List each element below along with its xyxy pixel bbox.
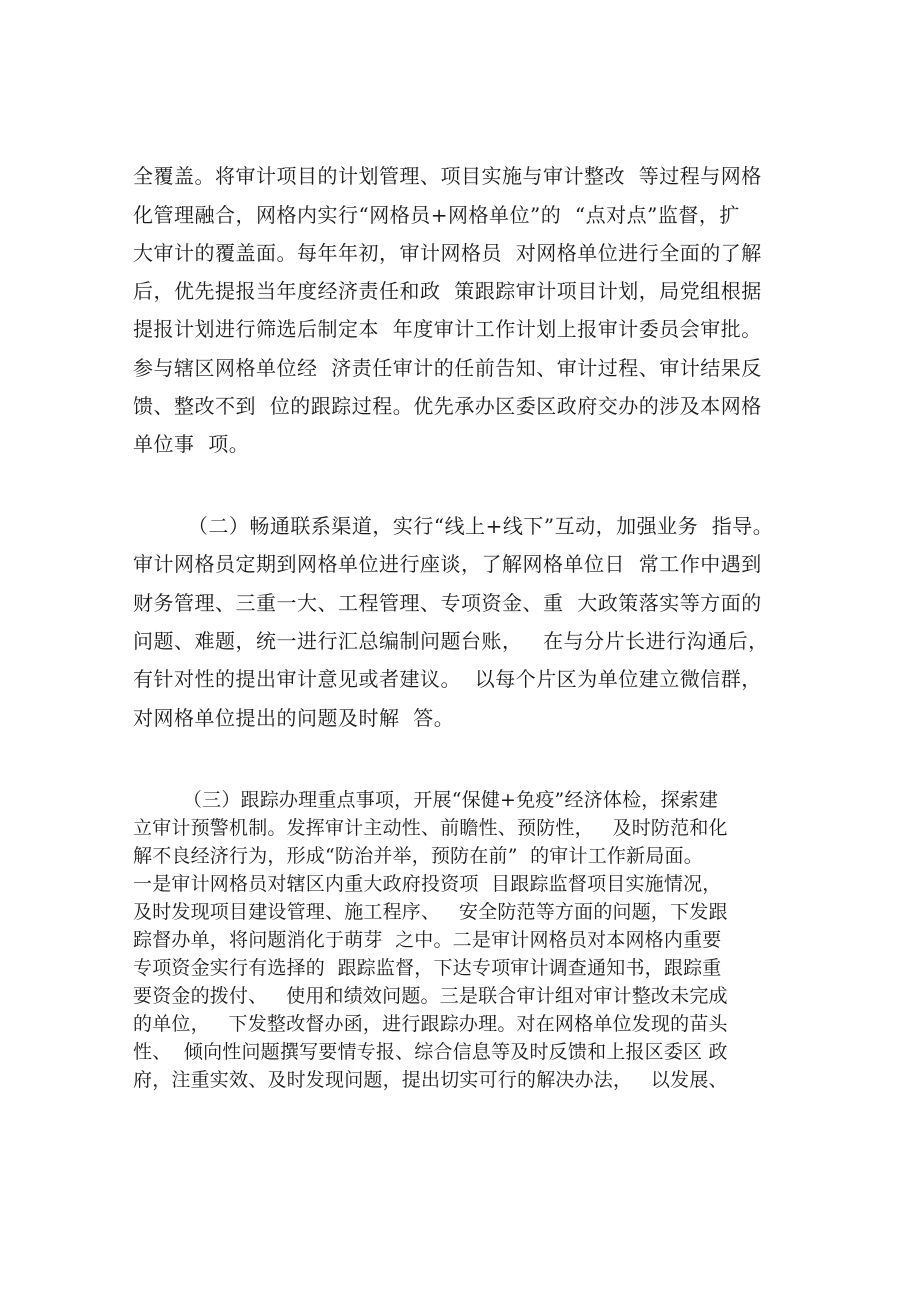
paragraph-line: 府，注重实效、及时发现问题，提出切实可行的解决办法， 以发展、 [133, 1069, 728, 1091]
paragraph-line: 有针对性的提出审计意见或者建议。 以每个片区为单位建立微信群， [133, 667, 762, 691]
paragraph-line: 参与辖区网格单位经 济责任审计的任前告知、审计过程、审计结果反 [133, 356, 762, 380]
paragraph-line: 对网格单位提出的问题及时解 答。 [133, 706, 455, 730]
paragraph-line: 化管理融合，网格内实行“网格员+网格单位”的 “点对点”监督，扩 [133, 203, 740, 227]
paragraph-line: 后，优先提报当年度经济责任和政 策跟踪审计项目计划，局党组根据 [133, 279, 762, 303]
paragraph-line: 馈、整改不到 位的跟踪过程。优先承办区委区政府交办的涉及本网格 [133, 394, 762, 418]
paragraph-line: 提报计划进行筛选后制定本 年度审计工作计划上报审计委员会审批。 [133, 317, 762, 341]
paragraph-line: （三）跟踪办理重点事项，开展“保健+免疫”经济体检，探索建 [133, 789, 719, 811]
paragraph-line: 问题、难题，统一进行汇总编制问题台账， 在与分片长进行沟通后， [133, 629, 769, 653]
paragraph-line: 财务管理、三重一大、工程管理、专项资金、重 大政策落实等方面的 [133, 591, 762, 615]
paragraph-line: 踪督办单，将问题消化于萌芽 之中。二是审计网格员对本网格内重要 [133, 929, 722, 951]
paragraph-line: 大审计的覆盖面。每年年初，审计网格员 对网格单位进行全面的了解 [133, 241, 762, 265]
paragraph-line: 立审计预警机制。发挥审计主动性、前瞻性、预防性， 及时防范和化 [133, 817, 728, 839]
paragraph-line: 审计网格员定期到网格单位进行座谈，了解网格单位日 常工作中遇到 [133, 552, 762, 576]
paragraph-line: 全覆盖。将审计项目的计划管理、项目实施与审计整改 等过程与网格 [133, 164, 762, 188]
paragraph-line: 的单位， 下发整改督办函，进行跟踪办理。对在网格单位发现的苗头 [133, 1013, 728, 1035]
paragraph-line: 一是审计网格员对辖区内重大政府投资项 目跟踪监督项目实施情况， [133, 873, 722, 895]
paragraph-line: 性、 倾向性问题撰写要情专报、综合信息等及时反馈和上报区委区 政 [133, 1041, 728, 1063]
paragraph-line: 及时发现项目建设管理、施工程序、 安全防范等方面的问题，下发跟 [133, 901, 728, 923]
paragraph-line: 专项资金实行有选择的 跟踪监督，下达专项审计调查通知书，跟踪重 [133, 957, 722, 979]
paragraph-line: 单位事 项。 [133, 432, 250, 456]
paragraph-line: 要资金的拨付、 使用和绩效问题。三是联合审计组对审计整改未完成 [133, 985, 728, 1007]
paragraph-line: （二）畅通联系渠道，实行“线上+线下”互动，加强业务 指导。 [133, 514, 774, 538]
paragraph-line: 解不良经济行为，形成“防治并举，预防在前” 的审计工作新局面。 [133, 845, 703, 867]
